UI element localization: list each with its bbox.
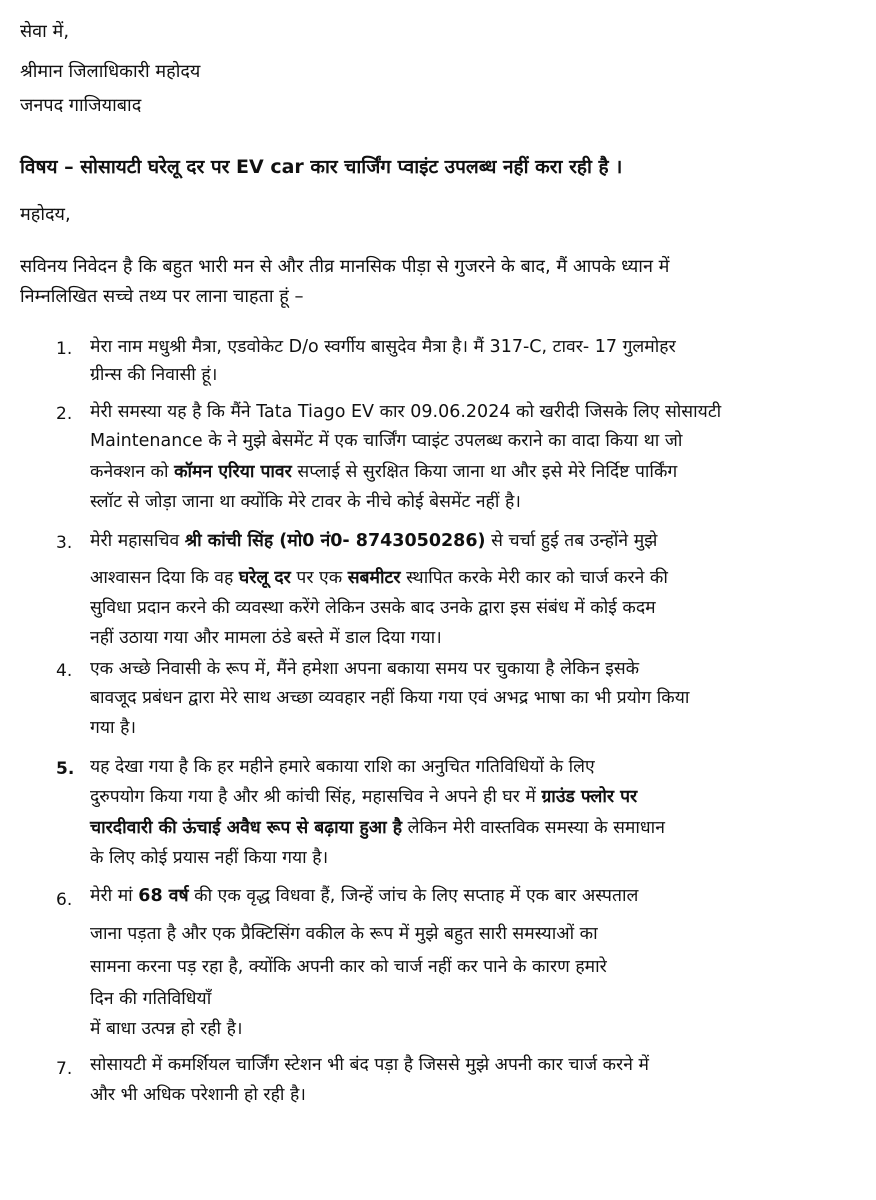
item-7-line-2: और भी अधिक परेशानी हो रही है। xyxy=(90,1085,306,1105)
item-3-line-1: मेरी महासचिव श्री कांची सिंह (मो0 नं0- 8743050286) से चर्चा हुई तब उन्होंने मुझे xyxy=(90,531,658,551)
item-4-line-1: एक अच्छे निवासी के रूप में, मैंने हमेशा अपना बकाया समय पर चुकाया है लेकिन इसके xyxy=(90,659,640,679)
address-line-1: सेवा में, xyxy=(20,21,70,42)
item-1-line-2: ग्रीन्स की निवासी हूं। xyxy=(90,365,218,385)
item-2-line-3: कनेक्शन को कॉमन एरिया पावर सप्लाई से सुरक्षित किया जाना था और इसे मेरे निर्दिष्ट पार्किंग xyxy=(90,462,678,482)
item-5-line-1: यह देखा गया है कि हर महीने हमारे बकाया राशि का अनुचित गतिविधियों के लिए xyxy=(90,757,595,777)
item-6-line-5: में बाधा उत्पन्न हो रही है। xyxy=(90,1019,243,1039)
intro-line-1: सविनय निवेदन है कि बहुत भारी मन से और तीव्र मानसिक पीड़ा से गुजरने के बाद, मैं आपके ध्यान में xyxy=(20,256,670,277)
item-4-line-2: बावजूद प्रबंधन द्वारा मेरे साथ अच्छा व्यवहार नहीं किया गया एवं अभद्र भाषा का भी प्रयोग किया xyxy=(90,688,690,708)
salutation: महोदय, xyxy=(20,204,71,225)
item-5-line-4: के लिए कोई प्रयास नहीं किया गया है। xyxy=(90,848,329,868)
item-6-line-2: जाना पड़ता है और एक प्रैक्टिसिंग वकील के रूप में मुझे बहुत सारी समस्याओं का xyxy=(90,924,598,944)
item-6-line-4: दिन की गतिविधियाँ xyxy=(90,989,212,1009)
letter-subject: विषय – सोसायटी घरेलू दर पर EV car कार चार्जिंग प्वाइंट उपलब्ध नहीं करा रही है । xyxy=(20,156,623,178)
item-4-line-3: गया है। xyxy=(90,718,137,738)
intro-line-2: निम्नलिखित सच्चे तथ्य पर लाना चाहता हूं – xyxy=(20,286,304,307)
item-6-number: 6. xyxy=(56,890,73,910)
item-5-line-3: चारदीवारी की ऊंचाई अवैध रूप से बढ़ाया हुआ है लेकिन मेरी वास्तविक समस्या के समाधान xyxy=(90,818,665,838)
item-3-line-2: आश्वासन दिया कि वह घरेलू दर पर एक सबमीटर स्थापित करके मेरी कार को चार्ज करने की xyxy=(90,568,668,588)
item-5-number: 5. xyxy=(56,759,75,779)
item-3-number: 3. xyxy=(56,533,73,553)
item-6-line-1: मेरी मां 68 वर्ष की एक वृद्ध विधवा हैं, जिन्हें जांच के लिए सप्ताह में एक बार अस्पताल xyxy=(90,886,639,906)
item-4-number: 4. xyxy=(56,661,73,681)
item-1-line-1: मेरा नाम मधुश्री मैत्रा, एडवोकेट D/o स्वर्गीय बासुदेव मैत्रा है। मैं 317-C, टावर- 17 गुलमोहर xyxy=(90,337,676,357)
item-1-number: 1. xyxy=(56,339,73,359)
item-7-line-1: सोसायटी में कमर्शियल चार्जिंग स्टेशन भी बंद पड़ा है जिससे मुझे अपनी कार चार्ज करने में xyxy=(90,1055,649,1075)
address-line-2: श्रीमान जिलाधिकारी महोदय xyxy=(20,61,201,82)
item-2-line-4: स्लॉट से जोड़ा जाना था क्योंकि मेरे टावर के नीचे कोई बेसमेंट नहीं है। xyxy=(90,492,521,512)
item-3-line-4: नहीं उठाया गया और मामला ठंडे बस्ते में डाल दिया गया। xyxy=(90,628,442,648)
item-3-line-3: सुविधा प्रदान करने की व्यवस्था करेंगे लेकिन उसके बाद उनके द्वारा इस संबंध में कोई कदम xyxy=(90,598,656,618)
item-2-number: 2. xyxy=(56,404,73,424)
item-2-line-1: मेरी समस्या यह है कि मैंने Tata Tiago EV कार 09.06.2024 को खरीदी जिसके लिए सोसायटी xyxy=(90,402,722,422)
address-line-3: जनपद गाजियाबाद xyxy=(20,95,142,116)
item-7-number: 7. xyxy=(56,1059,73,1079)
item-2-line-2: Maintenance के ने मुझे बेसमेंट में एक चार्जिंग प्वाइंट उपलब्ध कराने का वादा किया था जो xyxy=(90,431,683,451)
item-5-line-2: दुरुपयोग किया गया है और श्री कांची सिंह, महासचिव ने अपने ही घर में ग्राउंड फ्लोर पर xyxy=(90,787,638,807)
item-6-line-3: सामना करना पड़ रहा है, क्योंकि अपनी कार को चार्ज नहीं कर पाने के कारण हमारे xyxy=(90,957,607,977)
